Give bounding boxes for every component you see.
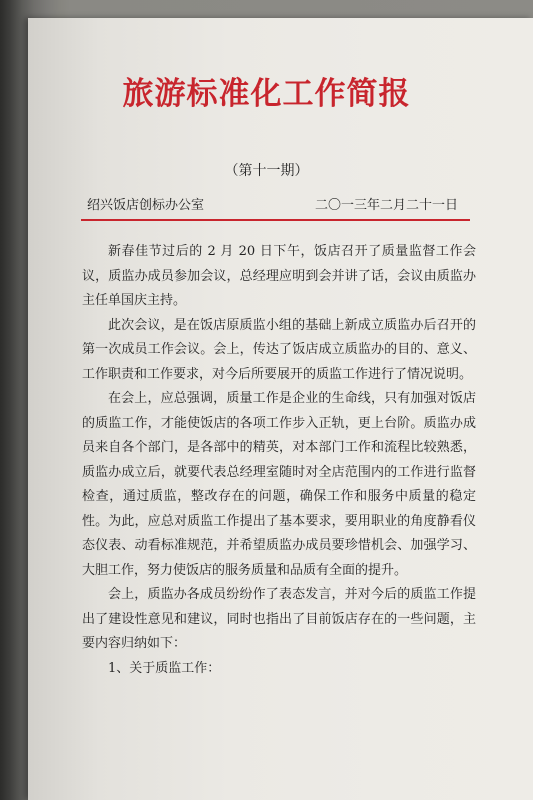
header-divider	[81, 219, 470, 221]
paragraph-meeting-purpose: 此次会议，是在饭店原质监小组的基础上新成立质监办后召开的第一次成员工作会议。会上，传达了饭店成立质监办的目的、意义、工作职责和工作要求，对今后所要展开的质监工作进行了情况说明。	[82, 317, 476, 382]
paragraph-section-heading: 1、关于质监工作：	[108, 660, 221, 676]
bulletin-title: 旅游标准化工作简报	[122, 76, 411, 112]
issue-date: 二〇一三年二月二十一日	[315, 198, 459, 213]
document-body	[82, 240, 476, 681]
issuing-office: 绍兴饭店创标办公室	[87, 198, 205, 213]
issue-number: （第十一期）	[224, 163, 309, 179]
paragraph-member-statements: 会上，质监办各成员纷纷作了表态发言，并对今后的质监工作提出了建设性意见和建议，同时也指出了目前饭店存在的一些问题，主要内容归纳如下：	[82, 587, 476, 651]
paragraph-gm-speech: 在会上，应总强调，质量工作是企业的生命线，只有加强对饭店的质监工作，才能使饭店的各项工作步入正轨，更上台阶。质监办成员来自各个部门，是各部中的精英，对本部门工作和流程比较熟悉，质监办成立后，就要代表总经理室随时对全店范围内的工作进行监督检查，通过质监，整改存在的问题，确保工作和服务中质量的稳定性。为此，应总对质监工作提出了基本要求，要用职业的角度静看仪态仪表、动看标准规范，并希望质监办成员要珍惜机会、加强学习、大胆工作，努力使饭店的服务质量和品质有全面的提升。	[82, 391, 476, 578]
paragraph-meeting-intro: 新春佳节过后的 2 月 20 日下午，饭店召开了质量监督工作会议，质监办成员参加会议，总经理应明到会并讲了话，会议由质监办主任单国庆主持。	[82, 244, 476, 308]
